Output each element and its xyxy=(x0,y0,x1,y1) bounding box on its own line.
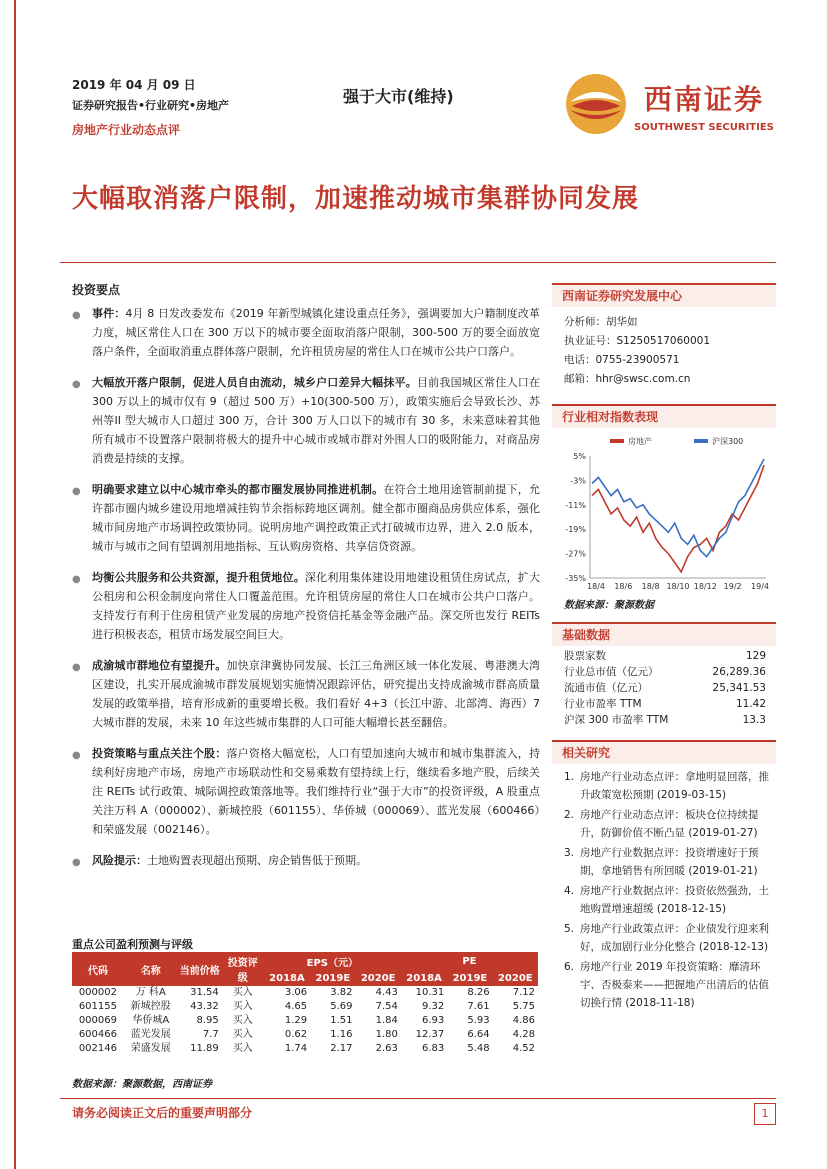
point-text: 加快京津冀协同发展、长江三角洲区域一体化发展、粤港澳大湾区建设，扎实开展成渝城市群发展规划实施情况跟踪评估，研究提出支持成渝城市群高质量发展的政策举措，培育形成新的重要增长极。我们看好 4+3（长江中游、北部湾、海西）7 大城市群的发展，未来 10 年这些城市集群的人口可能大幅增长甚至翻倍。 xyxy=(92,659,541,729)
related-research-item[interactable] xyxy=(564,768,776,804)
col-price: 当前价格 xyxy=(178,952,222,986)
y-tick-label: -3% xyxy=(570,476,586,486)
page-number: 1 xyxy=(754,1103,776,1125)
col-rating: 投资评级 xyxy=(222,952,264,986)
analyst-license: 执业证号：S1250517060001 xyxy=(564,335,711,347)
chart-source: 数据来源：聚源数据 xyxy=(564,600,654,611)
cell-code: 002146 xyxy=(78,1043,117,1054)
sidebar-analyst xyxy=(552,283,776,389)
point-heading: 事件： xyxy=(92,307,126,320)
cell-name: 华侨城A xyxy=(132,1015,170,1026)
related-text: 房地产行业动态点评：板块仓位持续提升，防御价值不断凸显 (2019-01-27) xyxy=(580,809,759,839)
legend-label: 沪深300 xyxy=(712,437,744,446)
col-eps: EPS（元） xyxy=(264,952,401,971)
cell-eps: 7.54 xyxy=(375,1001,398,1012)
cell-eps: 1.29 xyxy=(284,1015,308,1026)
col-pe: PE xyxy=(401,952,538,971)
cell-eps: 4.65 xyxy=(284,1001,308,1012)
legend-swatch xyxy=(610,439,624,443)
cell-name: 新城控股 xyxy=(130,1001,171,1012)
bullet-dot-icon: ● xyxy=(72,310,81,321)
cell-code: 601155 xyxy=(78,1001,117,1012)
col-year: 2020E xyxy=(356,971,401,986)
cell-pe: 5.75 xyxy=(512,1001,535,1012)
sidebar-basic-data xyxy=(552,622,776,728)
basic-value: 129 xyxy=(745,650,766,662)
cell-price: 7.7 xyxy=(202,1029,219,1040)
basic-data-row xyxy=(552,664,776,680)
cell-pe: 8.26 xyxy=(467,987,490,998)
report-category: 房地产行业动态点评 xyxy=(72,123,181,137)
investment-point xyxy=(72,304,540,361)
basic-label: 流通市值（亿元） xyxy=(564,682,648,694)
investment-points xyxy=(72,304,540,882)
col-year: 2018A xyxy=(401,971,447,986)
sidebar-chart xyxy=(552,404,776,611)
cell-eps: 2.17 xyxy=(330,1043,353,1054)
legend-swatch xyxy=(694,439,708,443)
cell-eps: 4.43 xyxy=(375,987,398,998)
investment-point xyxy=(72,373,540,468)
basic-data-row xyxy=(552,648,776,664)
cell-code: 000002 xyxy=(78,987,117,998)
related-num: 5. xyxy=(564,923,575,935)
y-tick-label: -27% xyxy=(565,549,586,559)
related-text: 房地产行业政策点评：企业债发行迎来利好，成加剧行业分化整合 (2018-12-13) xyxy=(580,923,769,953)
point-heading: 风险提示： xyxy=(92,854,147,867)
investment-point xyxy=(72,744,540,839)
basic-label: 行业市盈率 TTM xyxy=(564,698,642,710)
logo-emblem-icon xyxy=(564,72,628,136)
point-text: 在符合土地用途管制前提下，允许都市圈内城乡建设用地增减挂钩节余指标跨地区调剂。健全都市圈商品房供应体系，强化城市间房地产市场调控政策协同。说明房地产调控政策正式打破城市边界，进入 2.0 版本，城市与城市之间有望调剂用地指标、互认购房资格、共享信贷资源。 xyxy=(92,483,541,553)
bullet-dot-icon: ● xyxy=(72,486,81,497)
related-research-item[interactable] xyxy=(564,920,776,956)
investment-point xyxy=(72,851,540,870)
cell-pe: 7.61 xyxy=(467,1001,490,1012)
cell-eps: 0.62 xyxy=(284,1029,308,1040)
related-text: 房地产行业动态点评：拿地明显回落，推升政策宽松预期 (2019-03-15) xyxy=(580,771,769,801)
cell-pe: 6.93 xyxy=(421,1015,445,1026)
basic-value: 11.42 xyxy=(735,698,766,710)
cell-pe: 12.37 xyxy=(415,1029,445,1040)
related-text: 房地产行业数据点评：投资依然强劲，土地购置增速超缓 (2018-12-15) xyxy=(580,885,769,915)
related-research-item[interactable] xyxy=(564,806,776,842)
sidebar-related-research xyxy=(552,740,776,1014)
related-num: 4. xyxy=(564,885,575,897)
related-research-item[interactable] xyxy=(564,958,776,1012)
chart-heading: 行业相对指数表现 xyxy=(552,404,776,428)
x-tick-label: 19/4 xyxy=(751,582,769,590)
table-source: 数据来源：聚源数据，西南证券 xyxy=(72,1079,212,1090)
point-heading: 明确要求建立以中心城市牵头的都市圈发展协同推进机制。 xyxy=(92,483,384,496)
x-tick-label: 18/4 xyxy=(587,582,605,590)
col-year: 2020E xyxy=(493,971,538,986)
basic-data-row xyxy=(552,696,776,712)
point-heading: 均衡公共服务和公共资源，提升租赁地位。 xyxy=(92,571,305,584)
basic-value: 26,289.36 xyxy=(712,666,766,678)
cell-eps: 2.63 xyxy=(375,1043,398,1054)
cell-pe: 4.52 xyxy=(512,1043,535,1054)
cell-pe: 9.32 xyxy=(421,1001,445,1012)
cell-price: 8.95 xyxy=(196,1015,219,1026)
basic-value: 13.3 xyxy=(742,714,766,726)
table-row xyxy=(72,1042,538,1056)
analyst-name: 分析师：胡华如 xyxy=(564,316,638,328)
cell-name: 万 科A xyxy=(135,987,166,998)
basic-label: 股票家数 xyxy=(564,650,606,662)
cell-eps: 3.06 xyxy=(284,987,308,998)
related-num: 2. xyxy=(564,809,575,821)
footer-disclaimer: 请务必阅读正文后的重要声明部分 xyxy=(72,1106,253,1120)
cell-eps: 1.16 xyxy=(330,1029,353,1040)
cell-eps: 1.74 xyxy=(284,1043,308,1054)
cell-name: 荣盛发展 xyxy=(130,1043,171,1054)
cell-eps: 1.80 xyxy=(375,1029,398,1040)
series-line-property xyxy=(592,465,764,572)
industry-rating: 强于大市(维持) xyxy=(343,87,454,106)
cell-rating: 买入 xyxy=(232,987,253,998)
related-text: 房地产行业 2019 年投资策略：靡清环宇、否极泰来——把握地产出清后的估值切换行情 (2018-11-18) xyxy=(580,961,769,1009)
cell-pe: 5.48 xyxy=(467,1043,490,1054)
point-heading: 投资策略与重点关注个股： xyxy=(92,747,227,760)
cell-pe: 10.31 xyxy=(415,987,445,998)
cell-code: 600466 xyxy=(78,1029,117,1040)
y-tick-label: -19% xyxy=(565,525,586,535)
point-text: 深化利用集体建设用地建设租赁住房试点，扩大公租房和公积金制度向常住人口覆盖范围。允许租赁房屋的常住人口在城市公共户口落户。支持发行有利于住房租赁产业发展的房地产投资信托基金等金融产品。深交所也发行 REITs 进行积极表态，租赁市场发展空间巨大。 xyxy=(92,571,541,641)
basic-label: 行业总市值（亿元） xyxy=(564,666,659,678)
table-row xyxy=(72,1014,538,1028)
cell-price: 43.32 xyxy=(190,1001,219,1012)
related-research-item[interactable] xyxy=(564,844,776,880)
investment-point xyxy=(72,568,540,644)
cell-pe: 7.12 xyxy=(512,987,535,998)
research-center-heading: 西南证券研究发展中心 xyxy=(552,283,776,307)
related-num: 6. xyxy=(564,961,575,973)
table-row xyxy=(72,986,538,1000)
cell-pe: 6.83 xyxy=(421,1043,445,1054)
cell-code: 000069 xyxy=(78,1015,117,1026)
analyst-email[interactable]: 邮箱：hhr@swsc.com.cn xyxy=(564,373,691,385)
investment-point xyxy=(72,656,540,732)
basic-value: 25,341.53 xyxy=(712,682,766,694)
bullet-dot-icon: ● xyxy=(72,857,81,868)
cell-eps: 5.69 xyxy=(330,1001,353,1012)
x-tick-label: 18/8 xyxy=(641,582,660,590)
x-tick-label: 18/12 xyxy=(693,582,717,590)
cell-rating: 买入 xyxy=(232,1001,253,1012)
related-text: 房地产行业数据点评：投资增速好于预期，拿地销售有所回暖 (2019-01-21) xyxy=(580,847,759,877)
basic-label: 沪深 300 市盈率 TTM xyxy=(564,714,669,726)
investment-point xyxy=(72,480,540,556)
cell-eps: 1.84 xyxy=(375,1015,398,1026)
report-title: 大幅取消落户限制，加速推动城市集群协同发展 xyxy=(72,184,640,214)
forecast-table-title: 重点公司盈利预测与评级 xyxy=(72,938,193,951)
x-tick-label: 19/2 xyxy=(723,582,742,590)
table-row xyxy=(72,1028,538,1042)
cell-rating: 买入 xyxy=(232,1043,253,1054)
col-year: 2019E xyxy=(310,971,355,986)
col-code: 代码 xyxy=(72,952,124,986)
related-research-heading: 相关研究 xyxy=(552,740,776,764)
point-text: 目前我国城区常住人口在 300 万以上的城市仅有 9（超过 500 万）+10(300-500 万），政策实施后会导致长沙、苏州等II 型大城市人口超过 300 万，合计 300 万人口以下的城市有 30 多，未来意味着其他所有城市不设置落户限制将极大的提升中心城市或城市群对外围人口的吸附能力，对商品房消费是持续的支撑。 xyxy=(92,376,541,465)
footer-divider xyxy=(60,1098,776,1099)
related-research-list xyxy=(552,768,776,1012)
relative-index-chart xyxy=(552,428,776,590)
cell-pe: 5.93 xyxy=(467,1015,490,1026)
logo-text-cn: 西南证券 xyxy=(644,83,765,116)
col-name: 名称 xyxy=(124,952,178,986)
title-divider xyxy=(60,262,776,263)
point-text: 土地购置表现超出预期、房企销售低于预期。 xyxy=(147,854,367,867)
cell-price: 11.89 xyxy=(190,1043,219,1054)
y-tick-label: 5% xyxy=(573,452,586,461)
cell-rating: 买入 xyxy=(232,1015,253,1026)
point-heading: 大幅放开落户限制，促进人员自由流动，城乡户口差异大幅抹平。 xyxy=(92,376,417,389)
bullet-dot-icon: ● xyxy=(72,662,81,673)
y-tick-label: -35% xyxy=(565,574,586,583)
bullet-dot-icon: ● xyxy=(72,379,81,390)
basic-data-row xyxy=(552,712,776,728)
investment-heading: 投资要点 xyxy=(72,283,121,297)
cell-rating: 买入 xyxy=(232,1029,253,1040)
point-text: 落户资格大幅宽松，人口有望加速向大城市和城市集群流入，持续利好房地产市场，房地产市场联动性和交易乘数有望持续上行，继续看多地产股，后续关注 REITs 试行政策、城际调控政策落地等。我们维持行业“强于大市”的投资评级，A 股重点关注万科 A（000002）、新城控股（601155）、华侨城（000069）、蓝光发展（600466）和荣盛发展（002146）。 xyxy=(92,747,541,836)
point-heading: 成渝城市群地位有望提升。 xyxy=(92,659,227,672)
cell-pe: 4.28 xyxy=(512,1029,535,1040)
cell-name: 蓝光发展 xyxy=(130,1029,171,1040)
col-year: 2018A xyxy=(264,971,310,986)
cell-pe: 4.86 xyxy=(512,1015,535,1026)
company-logo xyxy=(560,70,780,140)
col-year: 2019E xyxy=(447,971,492,986)
forecast-table xyxy=(72,952,538,1056)
table-row xyxy=(72,1000,538,1014)
left-accent-bar xyxy=(14,0,16,1169)
x-tick-label: 18/10 xyxy=(666,582,690,590)
basic-data-row xyxy=(552,680,776,696)
cell-price: 31.54 xyxy=(190,987,219,998)
y-tick-label: -11% xyxy=(565,500,586,510)
x-tick-label: 18/6 xyxy=(614,582,633,590)
cell-eps: 3.82 xyxy=(330,987,353,998)
report-date: 2019 年 04 月 09 日 xyxy=(72,78,196,92)
point-text: 4月 8 日发改委发布《2019 年新型城镇化建设重点任务》，强调要加大户籍制度改革力度，城区常住人口在 300 万以下的城市要全面取消落户限制，300-500 万的要全面放宽落户条件，全面取消重点群体落户限制，允许租赁房屋的常住人口在城市公共户口落户。 xyxy=(92,307,540,358)
basic-data-heading: 基础数据 xyxy=(552,622,776,646)
related-research-item[interactable] xyxy=(564,882,776,918)
related-num: 3. xyxy=(564,847,575,859)
logo-text-en: SOUTHWEST SECURITIES xyxy=(634,122,774,133)
report-type: 证券研究报告•行业研究•房地产 xyxy=(72,99,230,112)
cell-pe: 6.64 xyxy=(467,1029,490,1040)
cell-eps: 1.51 xyxy=(330,1015,353,1026)
bullet-dot-icon: ● xyxy=(72,750,81,761)
related-num: 1. xyxy=(564,771,575,783)
analyst-phone: 电话：0755-23900571 xyxy=(564,354,680,366)
bullet-dot-icon: ● xyxy=(72,574,81,585)
legend-label: 房地产 xyxy=(628,437,652,446)
